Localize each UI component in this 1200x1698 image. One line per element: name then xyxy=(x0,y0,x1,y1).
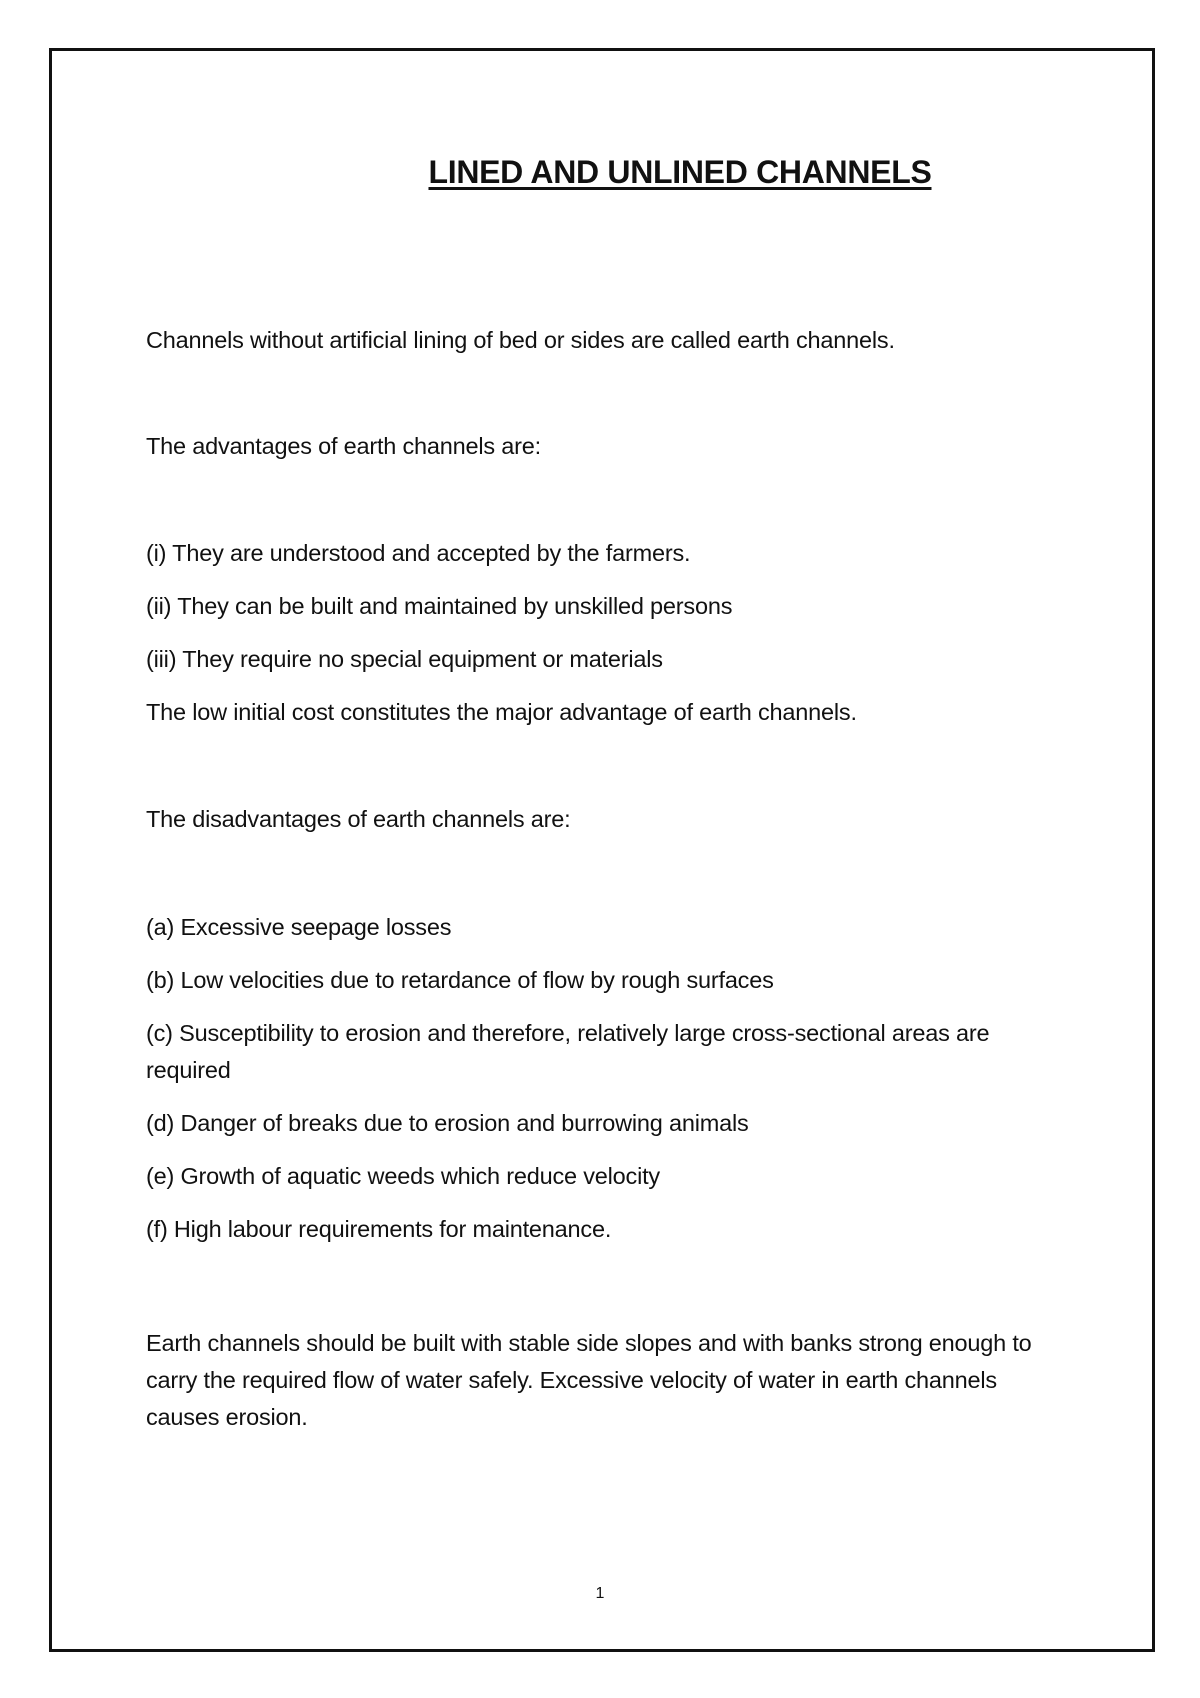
conclusion-paragraph: Earth channels should be built with stable side slopes and with banks strong enough to carry the required flow of water safely. Excessive velocity of water in earth channels causes erosion. xyxy=(146,1330,1032,1430)
disadvantage-item: (f) High labour requirements for maintenance. xyxy=(146,1216,612,1242)
advantage-item: (i) They are understood and accepted by the farmers. xyxy=(146,540,691,566)
disadvantage-item: (d) Danger of breaks due to erosion and burrowing animals xyxy=(146,1110,749,1136)
advantages-heading: The advantages of earth channels are: xyxy=(146,433,541,459)
advantage-item: (ii) They can be built and maintained by unskilled persons xyxy=(146,593,733,619)
advantage-item: (iii) They require no special equipment or materials xyxy=(146,646,663,672)
intro-paragraph: Channels without artificial lining of bed or sides are called earth channels. xyxy=(146,327,895,353)
disadvantage-item: (c) Susceptibility to erosion and therefore, relatively large cross-sectional areas are required xyxy=(146,1020,990,1083)
document-title: LINED AND UNLINED CHANNELS xyxy=(428,154,932,190)
disadvantage-item: (b) Low velocities due to retardance of flow by rough surfaces xyxy=(146,967,774,993)
disadvantage-item: (a) Excessive seepage losses xyxy=(146,914,452,940)
page-number: 1 xyxy=(595,1585,605,1602)
disadvantage-item: (e) Growth of aquatic weeds which reduce velocity xyxy=(146,1163,660,1189)
disadvantages-heading: The disadvantages of earth channels are: xyxy=(146,806,571,832)
advantage-summary: The low initial cost constitutes the major advantage of earth channels. xyxy=(146,699,857,725)
